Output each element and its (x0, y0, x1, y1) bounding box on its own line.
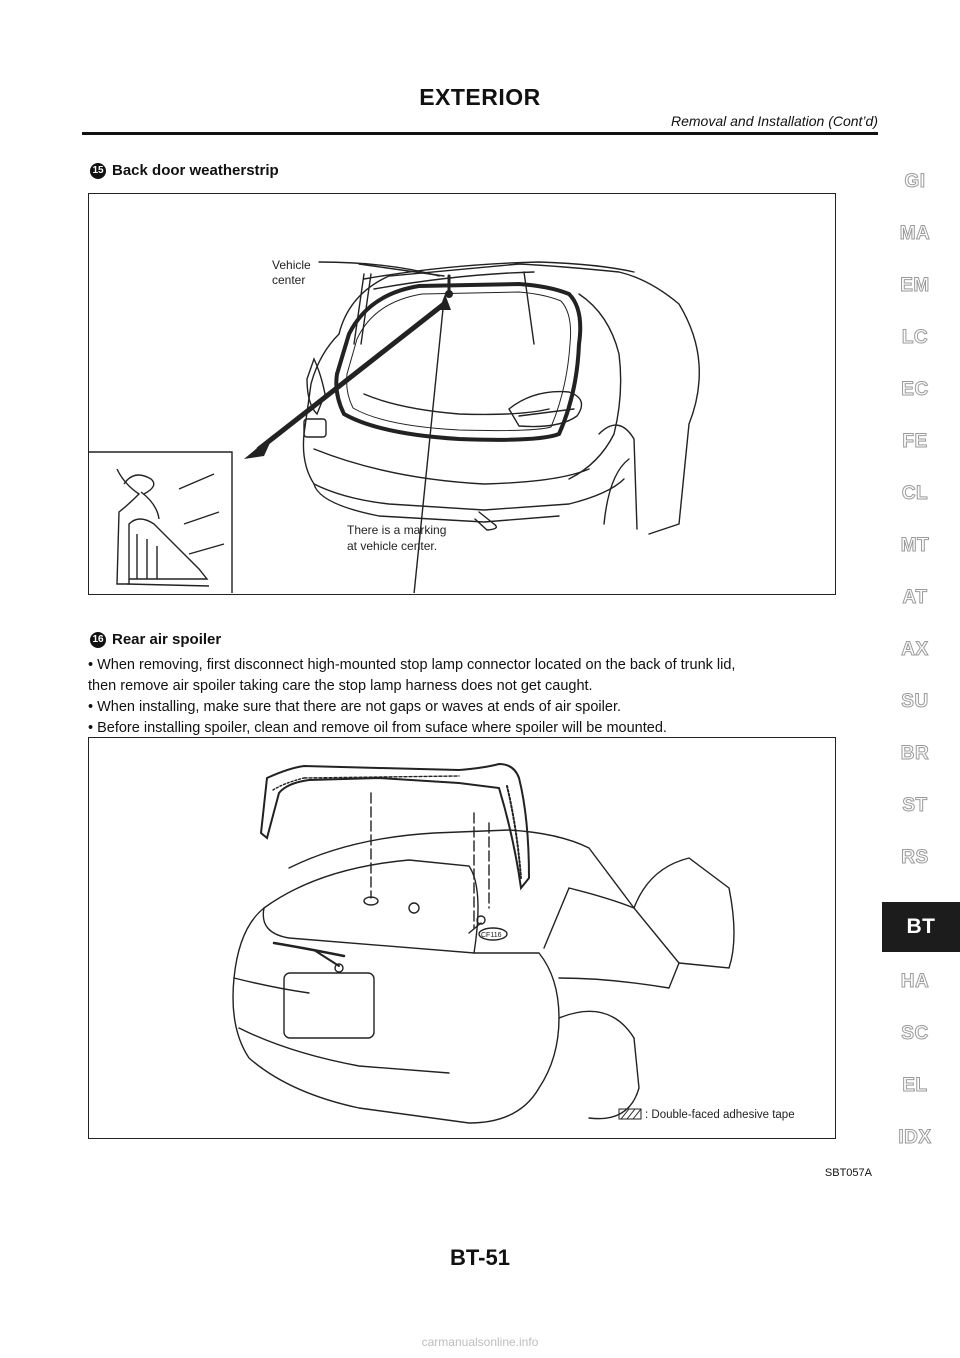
page-number: BT-51 (450, 1245, 510, 1270)
nav-item-ec[interactable]: EC (901, 379, 929, 400)
nav-item-em[interactable]: EM (900, 275, 930, 296)
label-marking-line2: at vehicle center. (347, 539, 438, 553)
nav-item-at[interactable]: AT (902, 587, 928, 608)
item-number-badge: 16 (90, 632, 106, 648)
label-marking-line1: There is a marking (347, 523, 447, 537)
section-title-text: Rear air spoiler (112, 631, 222, 648)
page-subtitle: Removal and Installation (Cont’d) (671, 113, 878, 129)
nav-item-st[interactable]: ST (902, 795, 928, 816)
figure-code: SBT057A (824, 1167, 872, 1179)
weatherstrip-figure (88, 193, 836, 595)
label-vehicle-center-line1: Vehicle (272, 258, 311, 272)
header-divider (82, 132, 878, 135)
nav-item-mt[interactable]: MT (900, 535, 930, 556)
nav-item-sc[interactable]: SC (901, 1023, 929, 1044)
nav-item-ma[interactable]: MA (899, 223, 931, 244)
instruction-line: then remove air spoiler taking care the stop lamp harness does not get caught. (88, 678, 593, 694)
nav-item-ha[interactable]: HA (900, 971, 930, 992)
section-title-back-door-weatherstrip (90, 162, 279, 179)
nav-item-su[interactable]: SU (901, 691, 929, 712)
legend-text: : Double-faced adhesive tape (645, 1109, 795, 1121)
watermark: carmanualsonline.info (421, 1335, 539, 1349)
nav-item-rs[interactable]: RS (901, 847, 929, 868)
weatherstrip-illustration (89, 194, 834, 593)
spoiler-figure (88, 737, 836, 1139)
nav-item-gi[interactable]: GI (904, 171, 926, 192)
section-title-text: Back door weatherstrip (112, 162, 279, 179)
page-title: EXTERIOR (419, 84, 541, 110)
instruction-line: • When removing, first disconnect high-mounted stop lamp connector located on the back of trunk lid, (88, 657, 736, 673)
item-number-badge: 15 (90, 163, 106, 179)
nav-item-ax[interactable]: AX (901, 639, 929, 660)
clip-label: CF116 (481, 932, 502, 939)
nav-item-idx[interactable]: IDX (898, 1127, 932, 1148)
nav-item-lc[interactable]: LC (901, 327, 929, 348)
spoiler-instructions (88, 655, 808, 739)
nav-item-cl[interactable]: CL (901, 483, 929, 504)
nav-item-bt-active[interactable]: BT (882, 902, 960, 952)
nav-item-el[interactable]: EL (902, 1075, 928, 1096)
label-vehicle-center-line2: center (272, 273, 306, 287)
instruction-line: • When installing, make sure that there are not gaps or waves at ends of air spoiler. (88, 699, 621, 715)
nav-item-br[interactable]: BR (900, 743, 930, 764)
nav-item-fe[interactable]: FE (902, 431, 928, 452)
section-title-rear-air-spoiler (90, 631, 221, 648)
hatch-icon (619, 1109, 641, 1119)
instruction-line: • Before installing spoiler, clean and remove oil from suface where spoiler will be mounted. (88, 720, 667, 736)
spoiler-illustration (89, 738, 834, 1137)
